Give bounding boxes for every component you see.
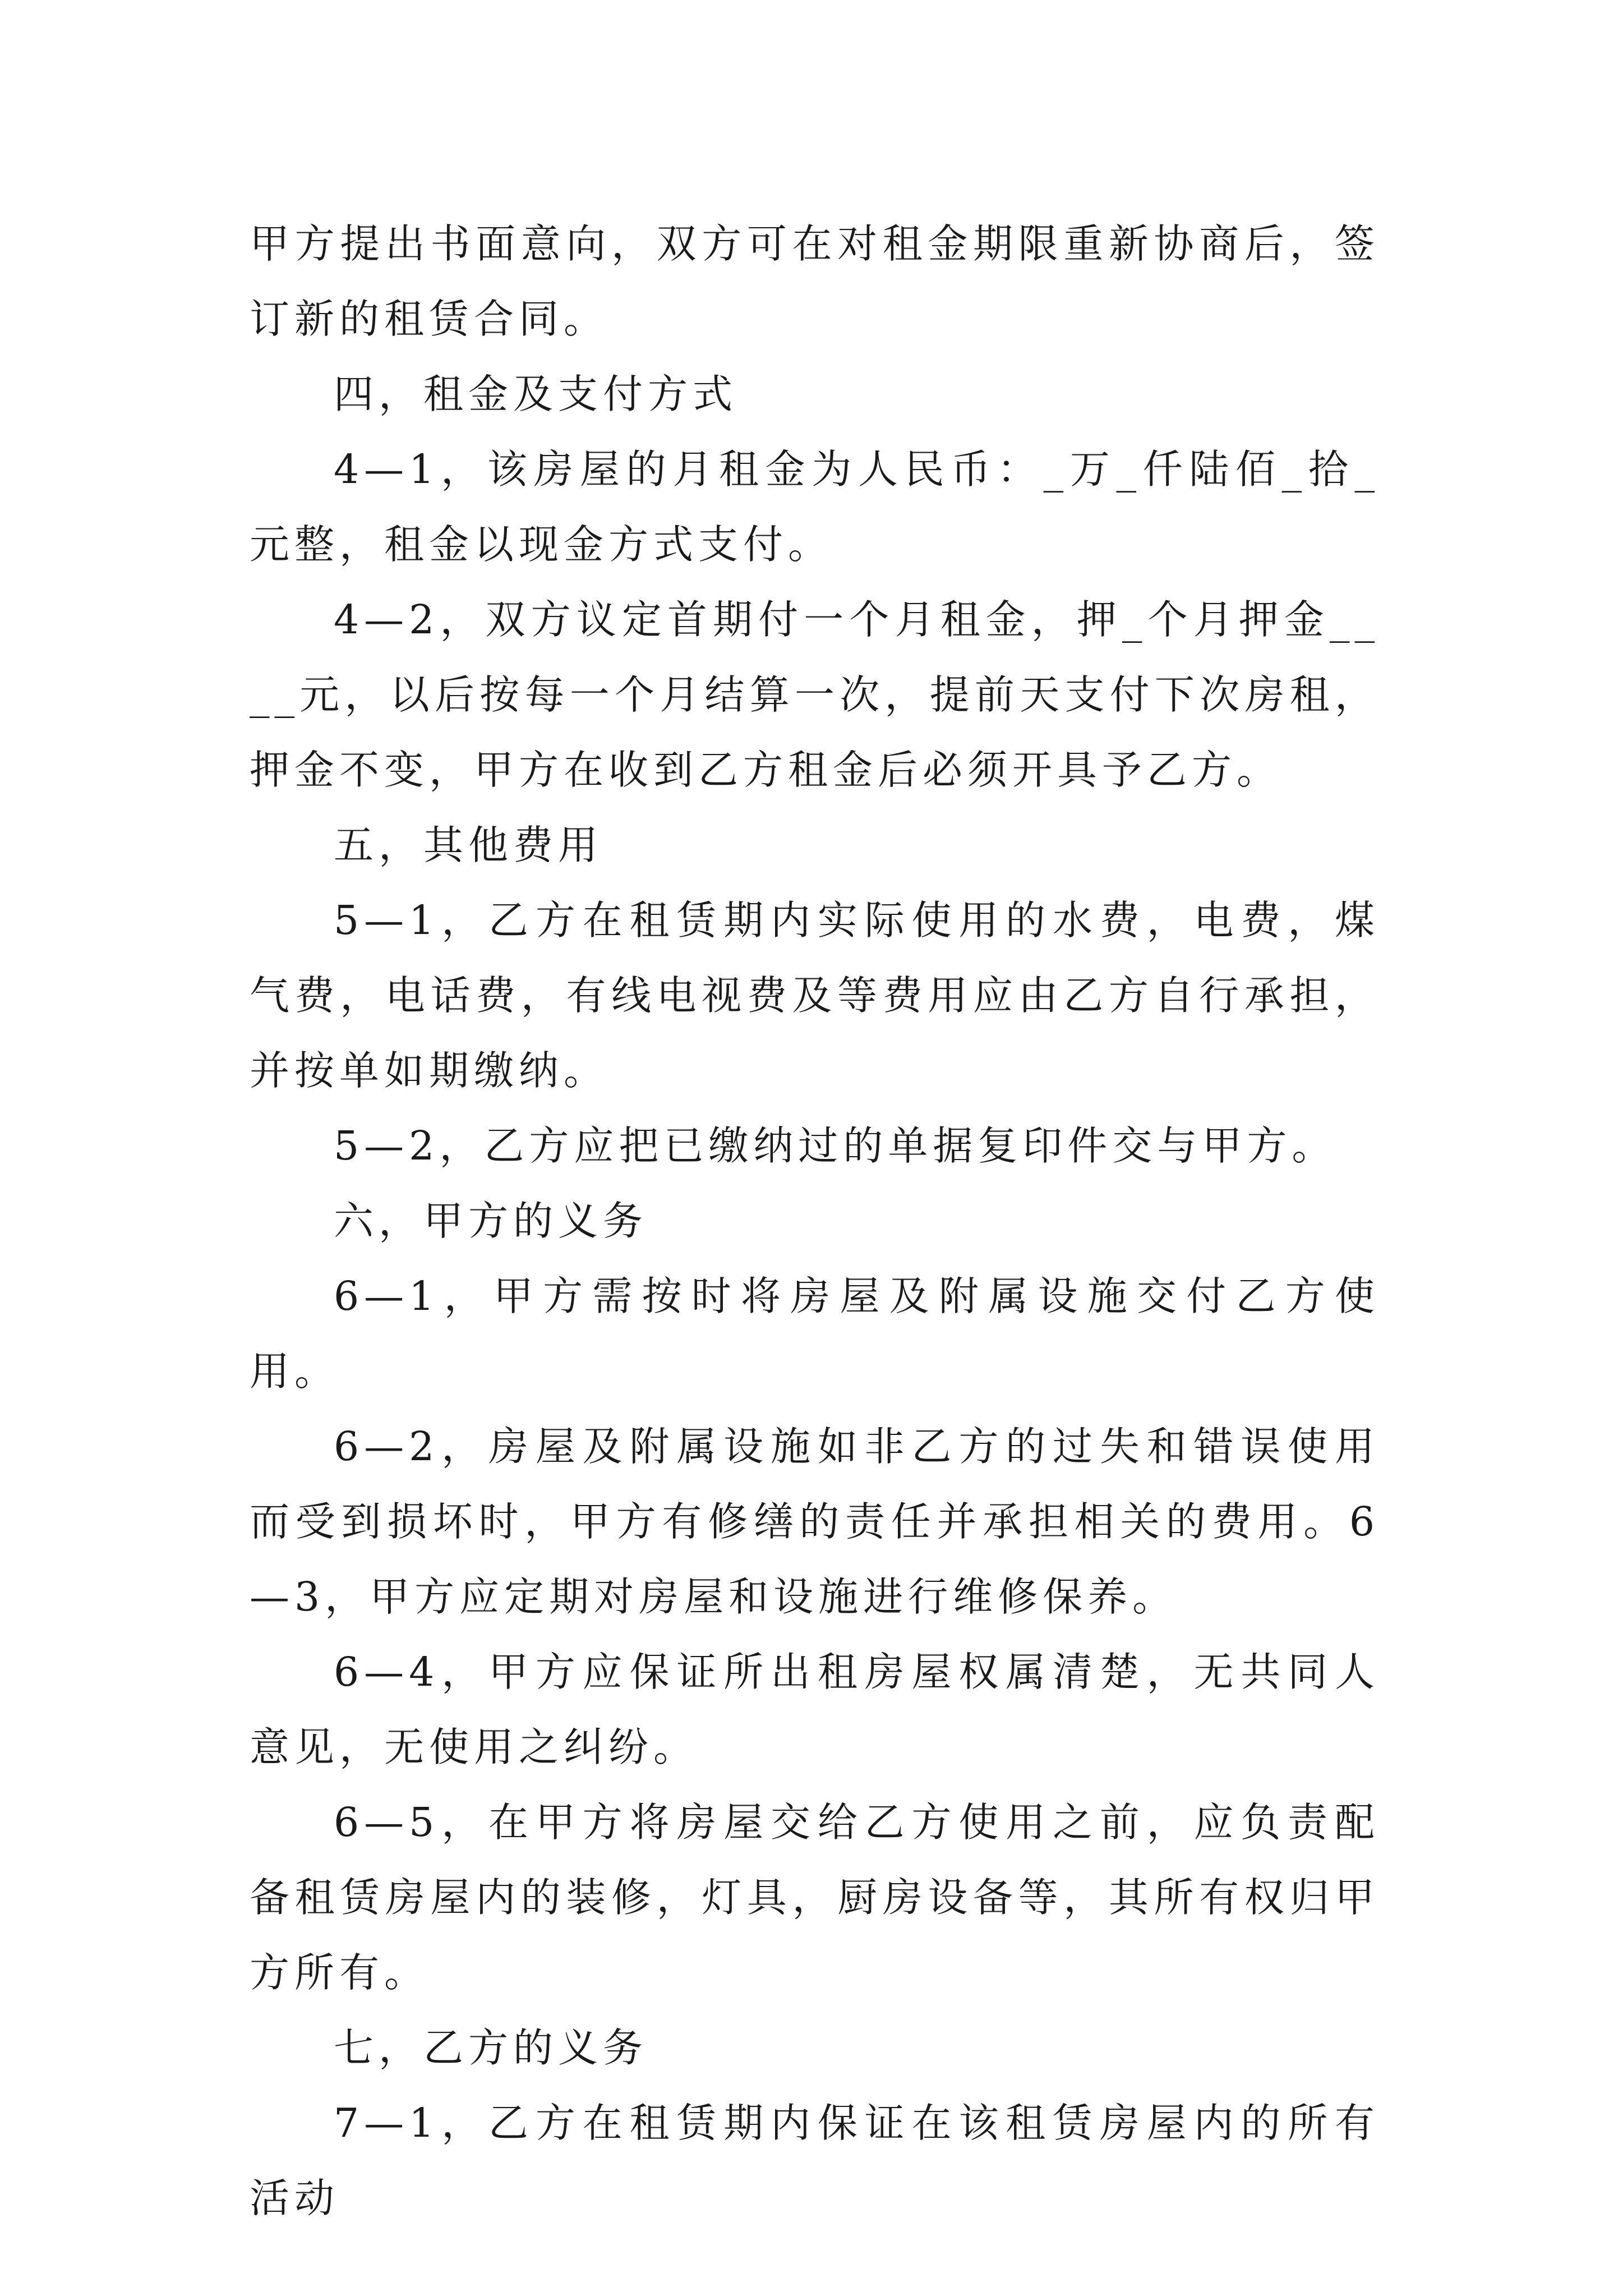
clause-6-2-6-3: 6—2，房屋及附属设施如非乙方的过失和错误使用而受到损坏时，甲方有修缮的责任并承担相关的费用。6—3，甲方应定期对房屋和设施进行维修保养。 bbox=[250, 1423, 1380, 1620]
clause-6-5: 6—5，在甲方将房屋交给乙方使用之前，应负责配备租赁房屋内的装修，灯具，厨房设备等，其所有权归甲方所有。 bbox=[250, 1799, 1380, 1996]
paragraph-continuation: 甲方提出书面意向，双方可在对租金期限重新协商后，签订新的租赁合同。 bbox=[250, 220, 1380, 342]
section-heading-party-b-obligations: 七，乙方的义务 bbox=[334, 2024, 648, 2071]
clause-6-1: 6—1，甲方需按时将房屋及附属设施交付乙方使用。 bbox=[250, 1273, 1380, 1395]
clause-5-1: 5—1，乙方在租赁期内实际使用的水费，电费，煤气费，电话费，有线电视费及等费用应由乙方自行承担，并按单如期缴纳。 bbox=[250, 897, 1380, 1094]
section-heading-party-a-obligations: 六，甲方的义务 bbox=[334, 1198, 648, 1244]
clause-4-2: 4—2，双方议定首期付一个月租金，押_个月押金____元，以后按每一个月结算一次，提前天支付下次房租，押金不变，甲方在收到乙方租金后必须开具予乙方。 bbox=[250, 596, 1380, 793]
document-body bbox=[250, 206, 1380, 2236]
section-heading-other-fees: 五，其他费用 bbox=[334, 822, 603, 868]
clause-5-2: 5—2，乙方应把已缴纳过的单据复印件交与甲方。 bbox=[334, 1122, 1337, 1169]
clause-4-1: 4—1，该房屋的月租金为人民币：_万_仟陆佰_拾_元整，租金以现金方式支付。 bbox=[250, 446, 1380, 568]
clause-7-1: 7—1，乙方在租赁期内保证在该租赁房屋内的所有活动 bbox=[250, 2100, 1380, 2221]
section-heading-rent-payment: 四，租金及支付方式 bbox=[334, 371, 738, 417]
clause-6-4: 6—4，甲方应保证所出租房屋权属清楚，无共同人意见，无使用之纠纷。 bbox=[250, 1649, 1380, 1770]
